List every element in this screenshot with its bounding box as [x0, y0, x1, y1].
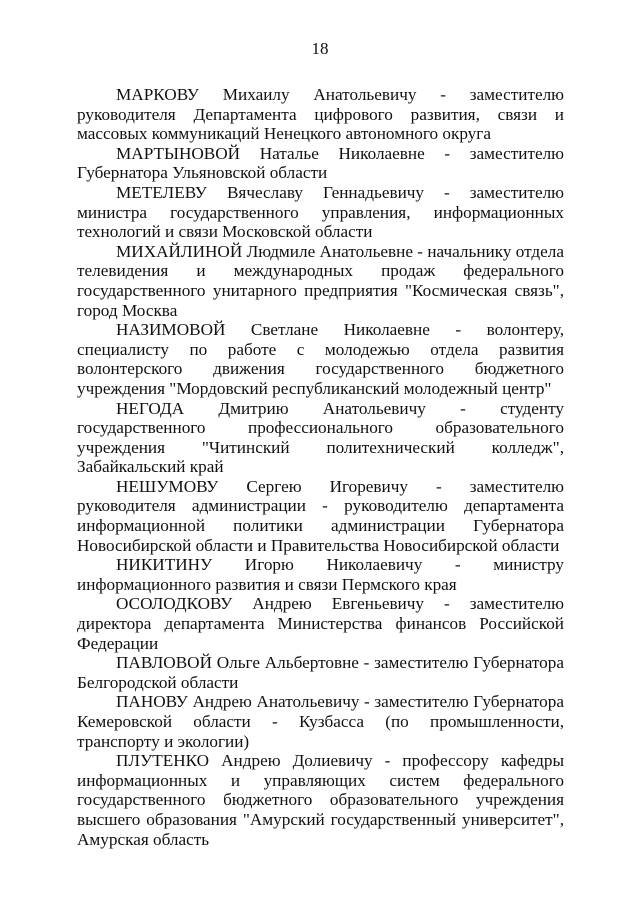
- page-number: 18: [311, 39, 329, 58]
- entry-nazimova: НАЗИМОВОЙ Светлане Николаевне - волонтеру, специалисту по работе с молодежью отдела развития волонтерского движения государственного бюджетного учреждения "Мордовский республиканский молодежный центр": [77, 320, 564, 398]
- entry-metelev: МЕТЕЛЕВУ Вячеславу Геннадьевичу - заместителю министра государственного управления, информационных технологий и связи Московской области: [77, 182, 564, 242]
- entry-pavlova: ПАВЛОВОЙ Ольге Альбертовне - заместителю Губернатора Белгородской области: [77, 653, 564, 692]
- entry-neshumov: НЕШУМОВУ Сергею Игоревичу - заместителю руководителя администрации - руководителю департамента информационной политики администрации Губернатора Новосибирской области и Правительства Новосибирской области: [77, 476, 564, 555]
- entry-mikhaylina: МИХАЙЛИНОЙ Людмиле Анатольевне - начальнику отдела телевидения и международных продаж федерального государственного унитарного предприятия "Космическая связь", город Москва: [77, 241, 564, 320]
- document-body: [77, 85, 564, 849]
- entry-markov: МАРКОВУ Михаилу Анатольевичу - заместителю руководителя Департамента цифрового развития, связи и массовых коммуникаций Ненецкого автономного округа: [77, 85, 564, 144]
- entry-negoda: НЕГОДА Дмитрию Анатольевичу - студенту государственного профессионального образовательного учреждения "Читинский политехнический колледж", Забайкальский край: [77, 398, 564, 477]
- entry-martynova: МАРТЫНОВОЙ Наталье Николаевне - заместителю Губернатора Ульяновской области: [77, 143, 564, 183]
- entry-plutenko: ПЛУТЕНКО Андрею Долиевичу - профессору кафедры информационных и управляющих систем федерального государственного бюджетного образовательного учреждения высшего образования "Амурский государственный университет", Амурская область: [77, 751, 564, 849]
- entry-panov: ПАНОВУ Андрею Анатольевичу - заместителю Губернатора Кемеровской области - Кузбасса (по промышленности, транспорту и экологии): [77, 692, 564, 751]
- entry-nikitin: НИКИТИНУ Игорю Николаевичу - министру информационного развития и связи Пермского края: [77, 555, 564, 594]
- entry-osolodkov: ОСОЛОДКОВУ Андрею Евгеньевичу - заместителю директора департамента Министерства финансов Российской Федерации: [77, 594, 564, 653]
